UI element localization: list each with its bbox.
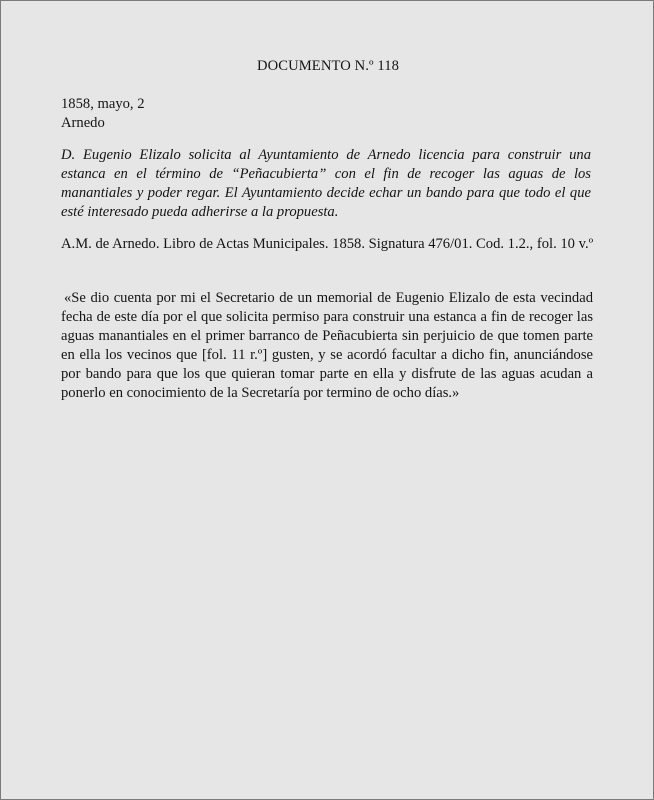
document-place: Arnedo [61,115,105,131]
date-place-block [61,95,145,133]
document-transcription: «Se dio cuenta por mi el Secretario de un memorial de Eugenio Elizalo de esta vecindad fecha de este día por el que solicita permiso para construir una estanca a fin de recoger las aguas manantiales en el primer barranco de Peñacubierta sin perjuicio de que tomen parte en ella los vecinos que [fol. 11 r.º] gusten, y se acordó facultar a dicho fin, anunciándose por bando para que los que quieran tomar parte en ella y disfrute de las aguas acudan a ponerlo en conocimiento de la Secretaría por termino de ocho días.» [61,290,593,401]
document-summary: D. Eugenio Elizalo solicita al Ayuntamiento de Arnedo licencia para construir una estanca en el término de “Peñacubierta” con el fin de recoger las aguas de los manantiales y poder regar. El Ayuntamiento decide echar un bando para que todo el que esté interesado pueda adherirse a la propuesta. [61,147,591,220]
document-date: 1858, mayo, 2 [61,96,145,112]
archival-source: A.M. de Arnedo. Libro de Actas Municipales. 1858. Signatura 476/01. Cod. 1.2., fol. 10 v.º [61,236,594,252]
document-title: DOCUMENTO N.º 118 [256,58,400,74]
